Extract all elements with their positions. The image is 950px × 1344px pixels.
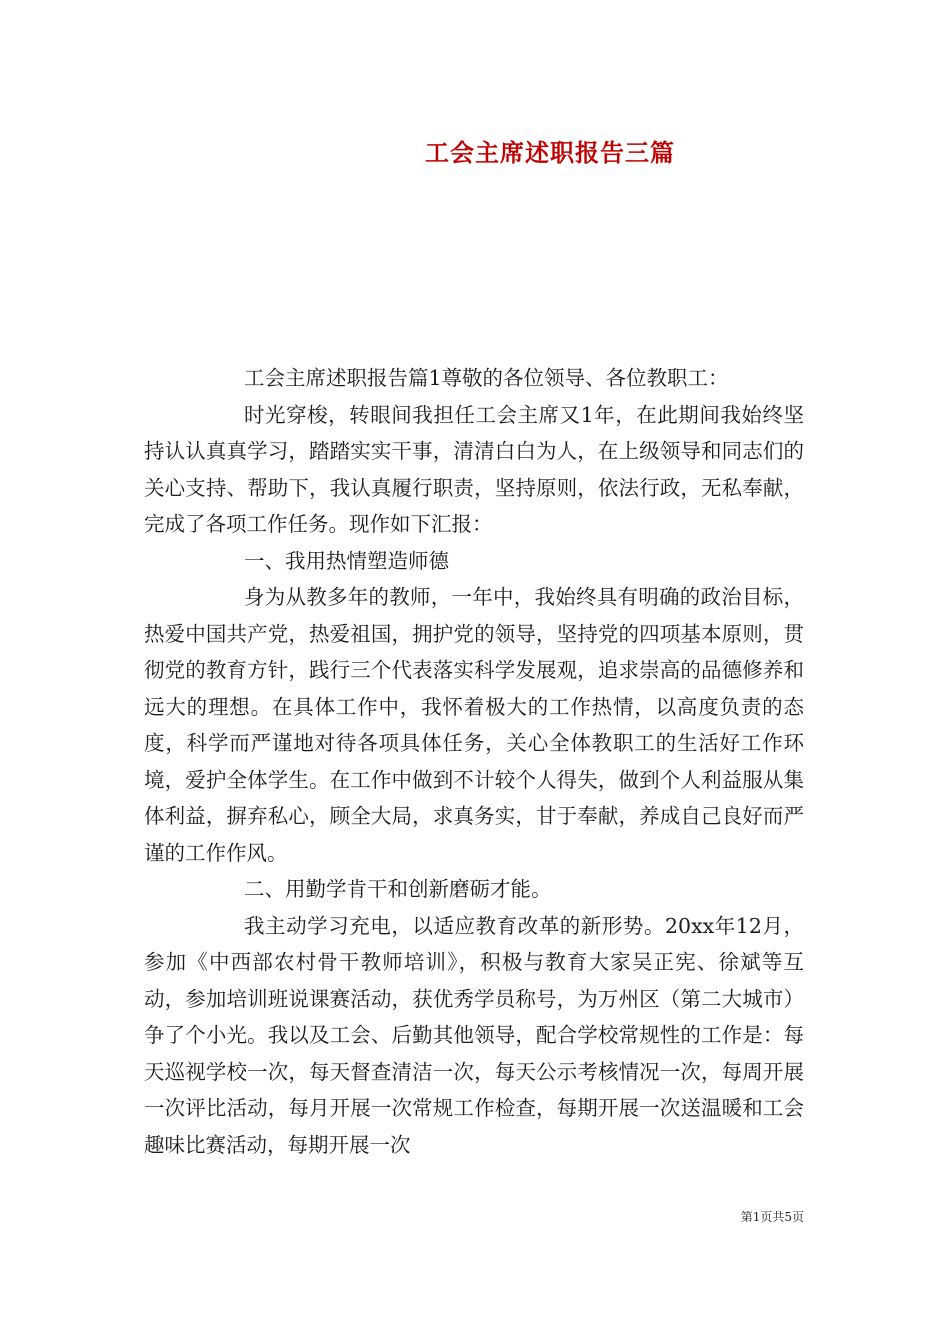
document-body <box>144 360 804 1163</box>
paragraph-section-1: 身为从教多年的教师，一年中，我始终具有明确的政治目标，热爱中国共产党，热爱祖国，拥护党的领导，坚持党的四项基本原则，贯彻党的教育方针，践行三个代表落实科学发展观，追求崇高的品德修养和远大的理想。在具体工作中，我怀着极大的工作热情，以高度负责的态度，科学而严谨地对待各项具体任务，关心全体教职工的生活好工作环境，爱护全体学生。在工作中做到不计较个人得失，做到个人利益服从集体利益，摒弃私心，顾全大局，求真务实，甘于奉献，养成自己良好而严谨的工作作风。 <box>144 585 804 865</box>
paragraph-salutation: 工会主席述职报告篇1尊敬的各位领导、各位教职工： <box>244 366 729 390</box>
section-heading-2: 二、用勤学肯干和创新磨砺才能。 <box>244 877 552 901</box>
page-number: 第1页共5页 <box>740 1210 804 1224</box>
document-title: 工会主席述职报告三篇 <box>425 138 675 167</box>
section-heading-1: 一、我用热情塑造师德 <box>244 548 449 573</box>
paragraph-intro: 时光穿梭，转眼间我担任工会主席又1年，在此期间我始终坚持认认真真学习，踏踏实实干事，清清白白为人，在上级领导和同志们的关心支持、帮助下，我认真履行职责，坚持原则，依法行政，无私奉献，完成了各项工作任务。现作如下汇报： <box>144 402 804 536</box>
paragraph-section-2: 我主动学习充电，以适应教育改革的新形势。20xx年12月，参加《中西部农村骨干教师培训》，积极与教育大家吴正宪、徐斌等互动，参加培训班说课赛活动，获优秀学员称号，为万州区（第二大城市）争了个小光。我以及工会、后勤其他领导，配合学校常规性的工作是：每天巡视学校一次，每天督查清洁一次，每天公示考核情况一次，每周开展一次评比活动，每月开展一次常规工作检查，每期开展一次送温暖和工会趣味比赛活动，每期开展一次 <box>144 913 804 1157</box>
